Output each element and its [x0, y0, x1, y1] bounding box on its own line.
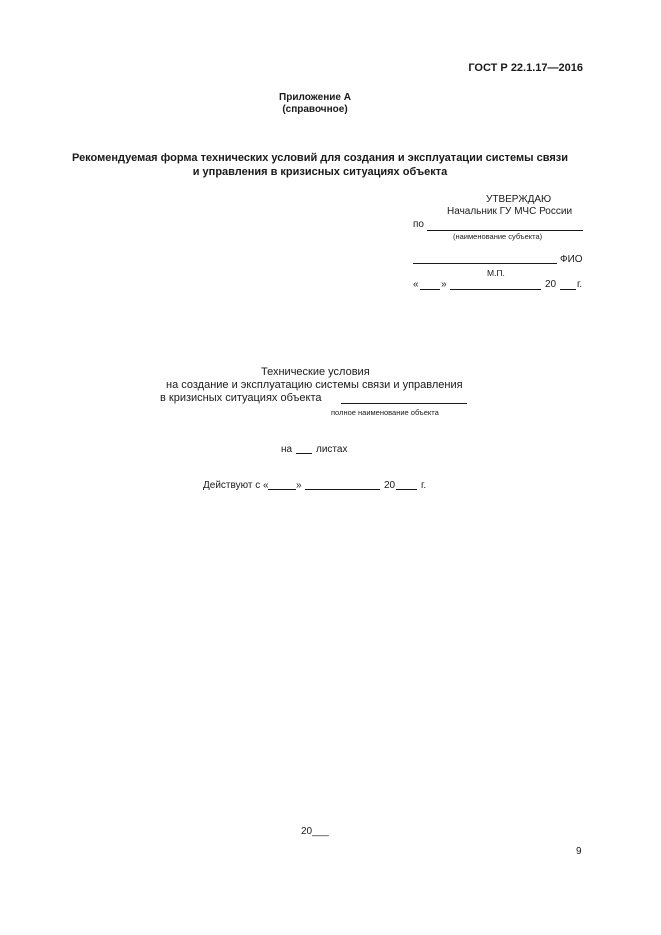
approval-position: Начальник ГУ МЧС России: [447, 206, 573, 217]
object-name-caption: полное наименование объекта: [331, 408, 439, 417]
approval-po-label: по: [413, 219, 424, 230]
subject-caption: (наименование субъекта): [453, 232, 543, 241]
sheets-count-blank: [296, 453, 312, 454]
validity-year-blank: [396, 489, 417, 490]
approval-year-prefix: 20: [545, 279, 557, 290]
subject-blank-line: [427, 230, 583, 231]
annex-subtitle: (справочное): [282, 104, 348, 115]
validity-month-blank: [305, 489, 380, 490]
approval-word: УТВЕРЖДАЮ: [486, 194, 552, 205]
sheets-suffix: листах: [316, 444, 348, 455]
approval-date-close-quote: »: [441, 279, 447, 290]
validity-label: Действуют с «: [203, 480, 269, 491]
footer-year: 20___: [301, 826, 329, 837]
document-code: ГОСТ Р 22.1.17—2016: [468, 62, 583, 74]
sheets-prefix: на: [281, 444, 293, 455]
annex-title: Приложение А: [279, 92, 351, 103]
validity-year-prefix: 20: [384, 480, 396, 491]
signature-blank-line: [413, 263, 557, 264]
form-title-line-1: Рекомендуемая форма технических условий для создания и эксплуатации системы связи: [72, 152, 568, 164]
stamp-label: М.П.: [487, 268, 505, 278]
page-number: 9: [576, 846, 582, 857]
form-title-line-2: и управления в кризисных ситуациях объекта: [192, 166, 448, 178]
approval-date-open-quote: «: [413, 279, 419, 290]
tech-conditions-line-3: в кризисных ситуациях объекта: [160, 392, 322, 404]
fio-label: ФИО: [560, 254, 583, 265]
validity-close-quote: »: [296, 480, 302, 491]
approval-month-blank: [450, 289, 541, 290]
approval-day-blank: [420, 289, 440, 290]
approval-year-blank: [560, 289, 576, 290]
approval-year-suffix: г.: [577, 279, 583, 290]
validity-day-blank: [268, 489, 296, 490]
tech-conditions-line-2: на создание и эксплуатацию системы связи и управления: [166, 379, 463, 391]
validity-year-suffix: г.: [421, 480, 427, 491]
tech-conditions-line-1: Технические условия: [261, 366, 370, 378]
object-name-blank-line: [341, 403, 467, 404]
